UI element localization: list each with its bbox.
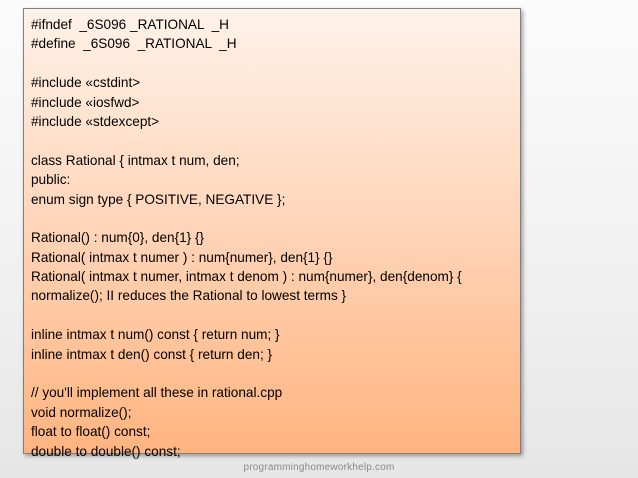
code-line-21: void normalize(); bbox=[31, 404, 132, 420]
code-line-8: class Rational { intmax t num, den; bbox=[31, 152, 240, 168]
code-line-15: normalize(); II reduces the Rational to lowest terms } bbox=[31, 288, 347, 304]
code-line-5: #include «iosfwd> bbox=[31, 94, 140, 110]
code-line-20: // you'll implement all these in rational.cpp bbox=[31, 385, 283, 401]
code-line-17: inline intmax t num() const { return num; } bbox=[31, 327, 280, 343]
code-box bbox=[23, 8, 521, 459]
code-line-14: Rational( intmax t numer, intmax t denom ) : num{numer}, den{denom} { bbox=[31, 269, 462, 285]
code-line-10: enum sign type { POSITIVE, NEGATIVE }; bbox=[31, 191, 286, 207]
code-line-16 bbox=[31, 306, 513, 325]
code-line-11 bbox=[31, 209, 513, 228]
code-line-22: float to float() const; bbox=[31, 424, 151, 440]
code-line-7 bbox=[31, 131, 513, 150]
footer-website-text: programminghomeworkhelp.com bbox=[243, 462, 395, 473]
code-line-18: inline intmax t den() const { return den; } bbox=[31, 346, 273, 362]
code-line-6: #include «stdexcept> bbox=[31, 113, 160, 129]
code-line-9: public: bbox=[31, 172, 71, 188]
code-line-1: #ifndef _6S096 _RATIONAL _H bbox=[31, 17, 229, 32]
code-line-19 bbox=[31, 364, 513, 383]
code-line-2: #define _6S096 _RATIONAL _H bbox=[31, 36, 237, 52]
code-line-23: double to double() const; bbox=[31, 443, 181, 459]
code-line-13: Rational( intmax t numer ) : num{numer}, den{1} {} bbox=[31, 249, 333, 265]
code-line-4: #include «cstdint> bbox=[31, 75, 141, 91]
code-line-3 bbox=[31, 54, 513, 73]
code-line-12: Rational() : num{0}, den{1} {} bbox=[31, 230, 205, 246]
